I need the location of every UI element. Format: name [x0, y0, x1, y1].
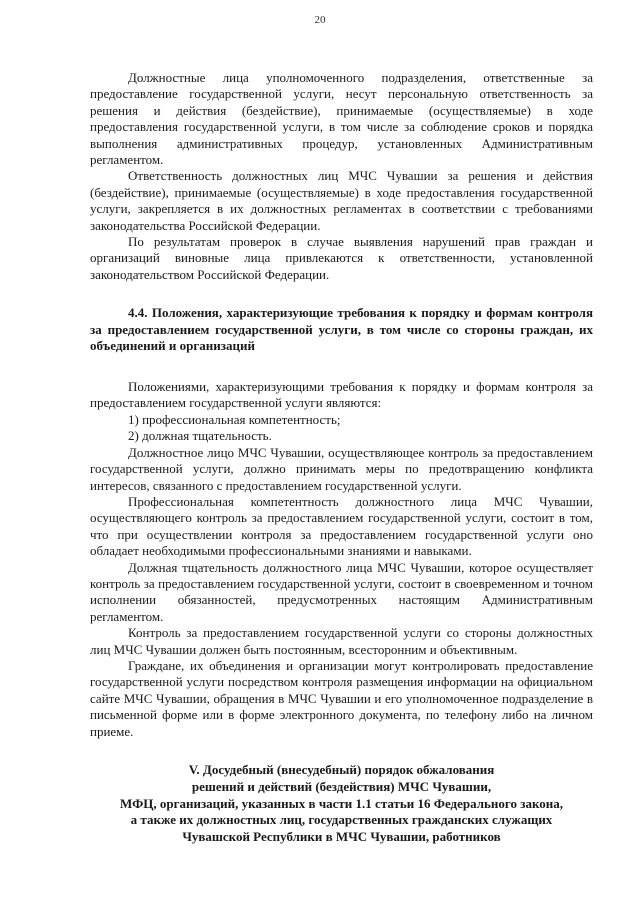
section-heading-v-line-2: решений и действий (бездействия) МЧС Чувашии,: [191, 778, 492, 794]
list-item-due-diligence: 2) должная тщательность.: [128, 428, 272, 444]
section-heading-v-line-3: МФЦ, организаций, указанных в части 1.1 статьи 16 Федерального закона,: [119, 795, 564, 811]
page-content: [90, 70, 593, 846]
paragraph-mchs-officials-responsibility: Ответственность должностных лиц МЧС Чувашии за решения и действия (бездействие), принимаемые (осуществляемые) в ходе предоставления государственной услуги, закрепляется в их должностных регламентах в соответствии с требованиями законодательства Российской Федерации.: [90, 168, 593, 233]
paragraph-due-diligence: Должная тщательность должностного лица МЧС Чувашии, которое осуществляет контроль за предоставлением государственной услуги, состоит в своевременном и точном исполнении обязанностей, предусмотренных настоящим Административным регламентом.: [90, 559, 593, 624]
section-heading-v-line-4: а также их должностных лиц, государственных гражданских служащих: [130, 812, 553, 828]
paragraph-conflict-of-interest: Должностное лицо МЧС Чувашии, осуществляющее контроль за предоставлением государственной услуги, должно принимать меры по предотвращению конфликта интересов, связанного с предоставлением государственной услуги.: [90, 444, 593, 493]
section-heading-4-4: 4.4. Положения, характеризующие требования к порядку и формам контроля за предоставлением государственной услуги, в том числе со стороны граждан, их объединений и организаций: [90, 305, 593, 354]
section-heading-v-line-5: Чувашской Республики в МЧС Чувашии, работников: [182, 829, 501, 845]
section-heading-v: [90, 762, 593, 846]
paragraph-control-requirements-intro: Положениями, характеризующими требования к порядку и формам контроля за предоставлением государственной услуги являются:: [90, 379, 593, 411]
paragraph-control-nature: Контроль за предоставлением государственной услуги со стороны должностных лиц МЧС Чувашии должен быть постоянным, всесторонним и объективным.: [90, 625, 593, 657]
list-item-professional-competence: 1) профессиональная компетентность;: [128, 411, 341, 427]
paragraph-citizens-control: Граждане, их объединения и организации могут контролировать предоставление государственной услуги посредством контроля размещения информации на официальном сайте МЧС Чувашии, обращения в МЧС Чувашии и его уполномоченное подразделение в письменной форме или в форме электронного документа, по телефону либо на личном приеме.: [90, 657, 593, 739]
page-number: 20: [314, 14, 326, 26]
paragraph-professional-competence: Профессиональная компетентность должностного лица МЧС Чувашии, осуществляющего контроль за предоставлением государственной услуги, состоит в том, что при осуществлении контроля за предоставлением государственной услуги оно обладает необходимыми профессиональными знаниями и навыками.: [90, 493, 593, 559]
paragraph-inspection-results: По результатам проверок в случае выявления нарушений прав граждан и организаций виновные лица привлекаются к ответственности, установленной законодательством Российской Федерации.: [90, 234, 593, 282]
section-heading-v-line-1: V. Досудебный (внесудебный) порядок обжалования: [188, 762, 495, 777]
paragraph-officials-responsibility: Должностные лица уполномоченного подразделения, ответственные за предоставление государственной услуги, несут персональную ответственность за решения и действия (бездействие), принимаемые (осуществляемые) в ходе предоставления государственной услуги, в том числе за соблюдение сроков и порядка выполнения административных процедур, установленных Административным регламентом.: [90, 70, 593, 168]
